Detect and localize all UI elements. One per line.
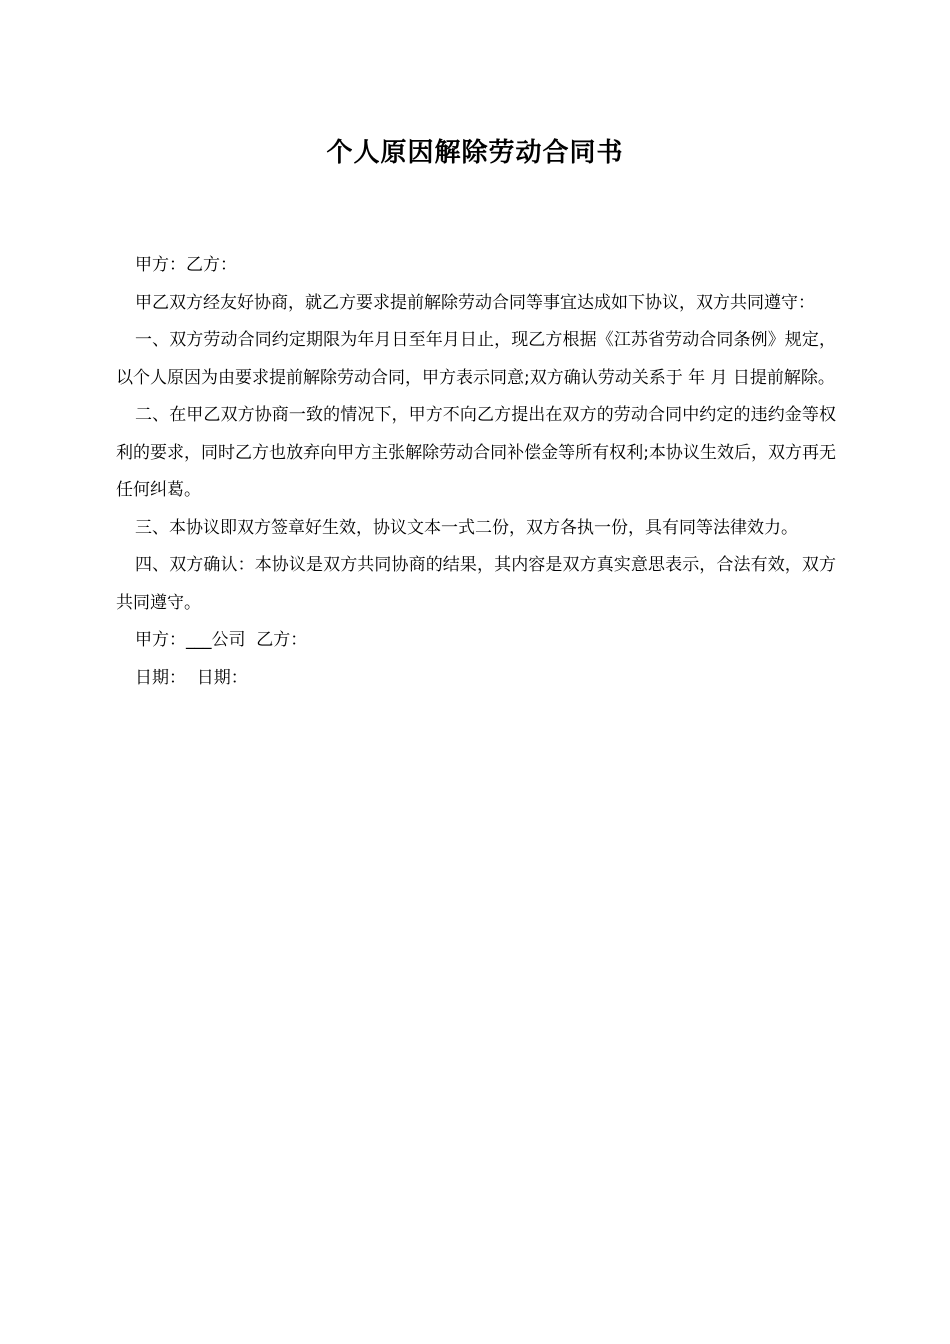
clause-4: 四、双方确认：本协议是双方共同协商的结果，其内容是双方真实意思表示，合法有效，双方共同遵守。 [116,555,836,613]
clause-1: 一、双方劳动合同约定期限为年月日至年月日止，现乙方根据《江苏省劳动合同条例》规定，以个人原因为由要求提前解除劳动合同，甲方表示同意;双方确认劳动关系于 年 月 日提前解除。 [116,330,836,388]
document-title: 个人原因解除劳动合同书 [326,138,624,168]
clause-3: 三、本协议即双方签章好生效，协议文本一式二份，双方各执一份，具有同等法律效力。 [135,517,798,538]
document-body [116,247,836,697]
parties-line: 甲方：乙方： [135,255,237,275]
clause-2: 二、在甲乙双方协商一致的情况下，甲方不向乙方提出在双方的劳动合同中约定的违约金等权利的要求，同时乙方也放弃向甲方主张解除劳动合同补偿金等所有权利;本协议生效后，双方再无任何纠葛。 [116,405,836,500]
intro-paragraph: 甲乙双方经友好协商，就乙方要求提前解除劳动合同等事宜达成如下协议，双方共同遵守： [135,292,815,313]
signature-line: 甲方：___公司 乙方： [135,630,308,650]
date-line: 日期： 日期： [135,667,248,688]
